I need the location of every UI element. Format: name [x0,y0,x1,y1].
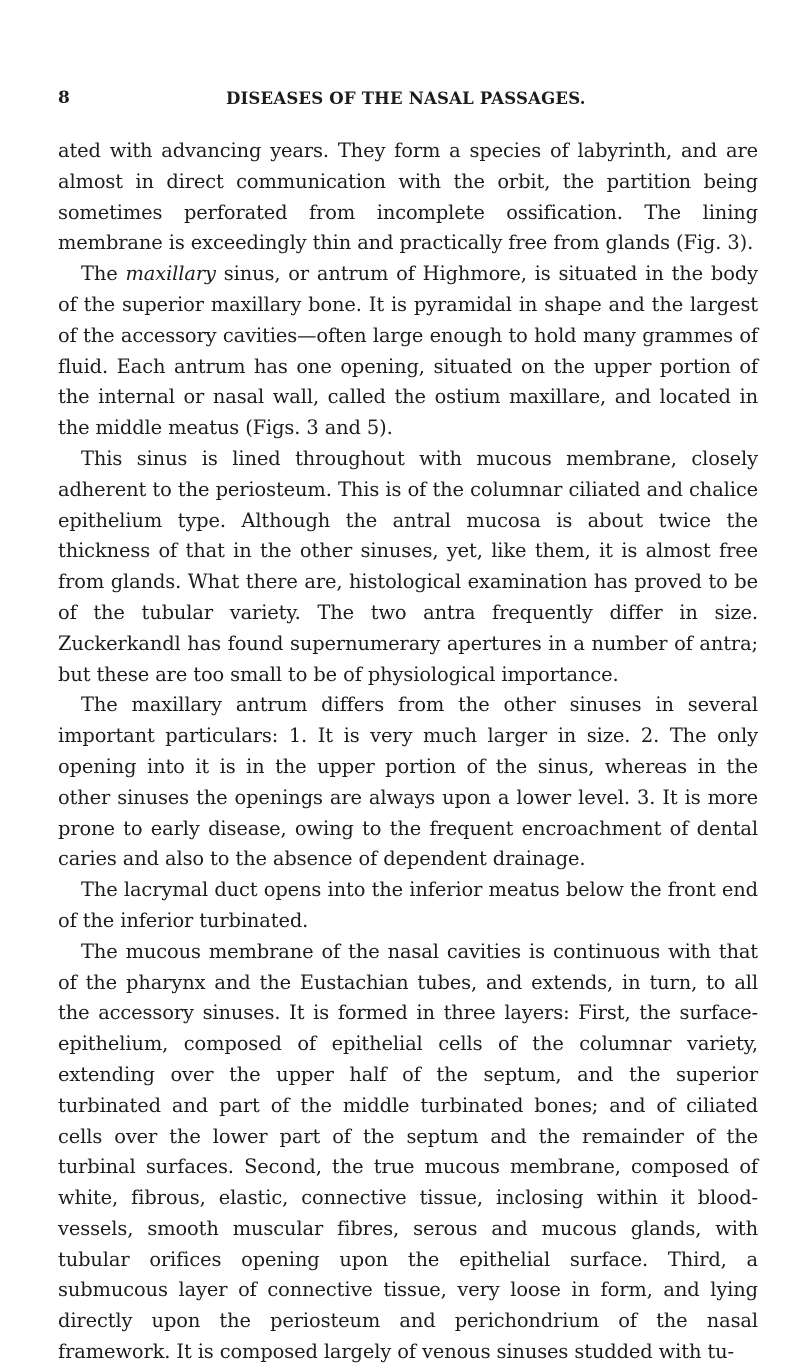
paragraph-text: sinus, or antrum of Highmore, is situated in the body of the superior maxillary bone. It is pyramidal in shape and the largest of the accessory cavities—often large enough to hold many grammes of fluid. Each antrum has one opening, situated on the upper portion of the internal or nasal wall, called the ostium maxillare, and located in the middle meatus (Figs. 3 and 5). [58,262,758,440]
book-page [58,88,758,1368]
paragraph-sinus-lining: This sinus is lined throughout with mucous membrane, closely adherent to the periosteum. This is of the columnar ciliated and chalice epithelium type. Although the antral mucosa is about twice the thickness of that in the other sinuses, yet, like them, it is almost free from glands. What there are, histological examination has proved to be of the tubular variety. The two antra frequently differ in size. Zuckerkandl has found supernumerary apertures in a number of antra; but these are too small to be of physiological importance. [58,446,758,686]
paragraph-antrum-differences: The maxillary antrum differs from the other sinuses in several important particulars: 1. It is very much larger in size. 2. The only opening into it is in the upper portion of the sinus, whereas in the other sinuses the openings are always upon a lower level. 3. It is more prone to early disease, owing to the frequent encroachment of dental caries and also to the absence of dependent drainage. [58,693,758,871]
paragraph-maxillary-sinus [58,259,758,444]
paragraph-text: The [81,262,126,286]
paragraph-mucous-membrane: The mucous membrane of the nasal cavities is continuous with that of the pharynx and the Eustachian tubes, and extends, in turn, to all the accessory sinuses. It is formed in three layers: First, the surface-epithelium, composed of epithelial cells of the columnar variety, extending over the upper half of the septum, and the superior turbinated and part of the middle turbinated bones; and of ciliated cells over the lower part of the septum and the remainder of the turbinal surfaces. Second, the true mucous membrane, composed of white, fibrous, elastic, connective tissue, inclosing within it blood-vessels, smooth muscular fibres, serous and mucous glands, with tubular orifices opening upon the epithelial surface. Third, a submucous layer of connective tissue, very loose in form, and lying directly upon the periosteum and perichondrium of the nasal framework. It is composed largely of venous sinuses studded with tu- [58,939,758,1364]
paragraph-ethmoid-continued: ated with advancing years. They form a species of labyrinth, and are almost in direct communication with the orbit, the partition being sometimes perforated from incomplete ossification. The lining membrane is exceedingly thin and practically free from glands (Fig. 3). [58,139,758,255]
body-text [58,136,758,1368]
paragraph-lacrymal-duct: The lacrymal duct opens into the inferior meatus below the front end of the inferior turbinated. [58,878,758,932]
running-head [58,88,758,114]
running-title: DISEASES OF THE NASAL PASSAGES. [226,89,586,108]
page-number: 8 [58,88,70,108]
emphasis-maxillary: maxillary [125,262,216,286]
